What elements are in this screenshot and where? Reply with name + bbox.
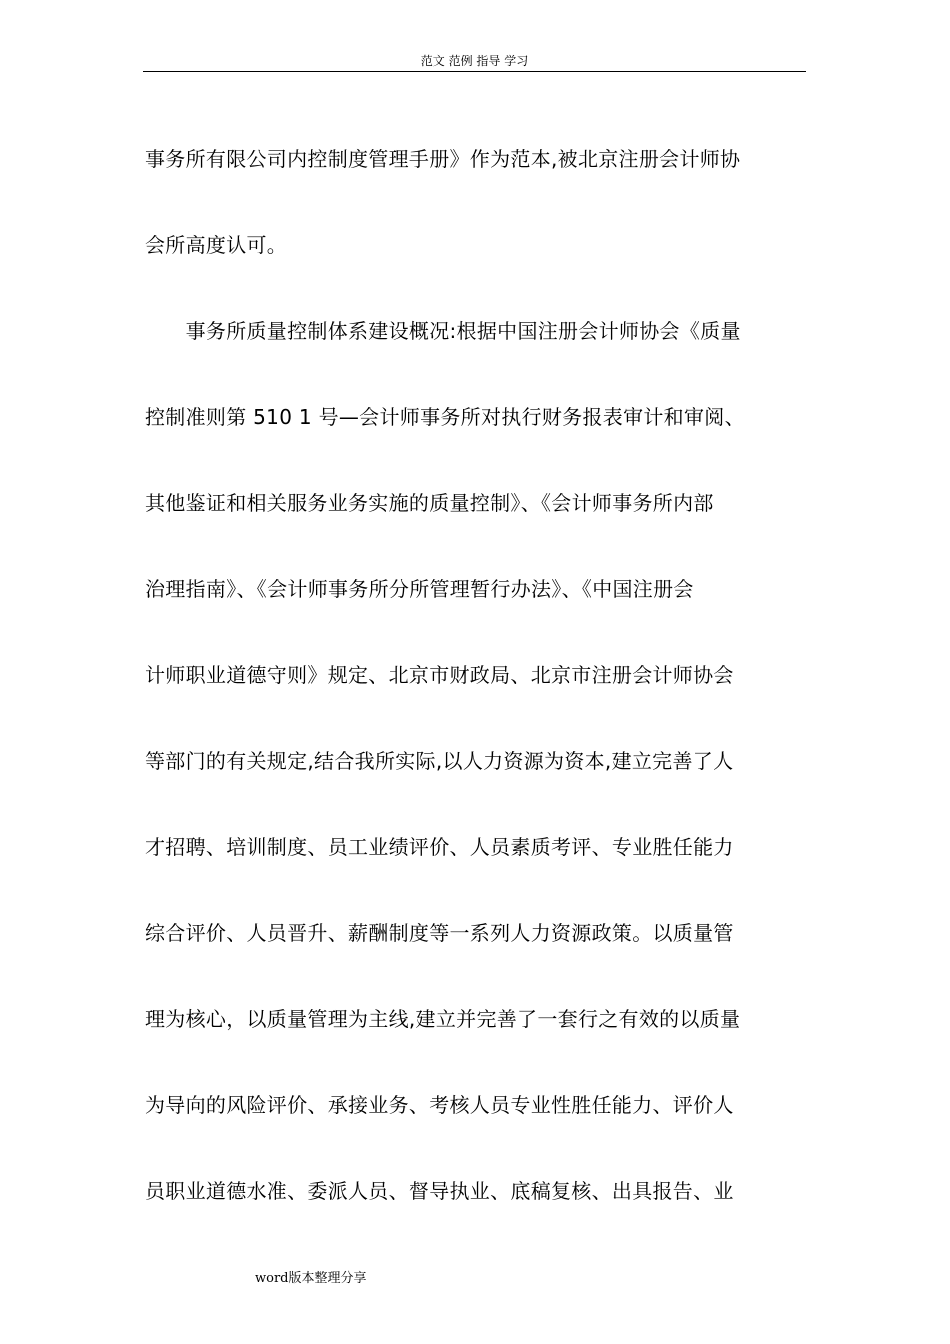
text-line: 事务所有限公司内控制度管理手册》作为范本,被北京注册会计师协 <box>145 147 741 171</box>
page-footer: word版本整理分享 <box>255 1271 367 1286</box>
page-header: 范文 范例 指导 学习 <box>420 54 529 68</box>
text-line: 为导向的风险评价、承接业务、考核人员专业性胜任能力、评价人 <box>145 1093 734 1117</box>
text-line: 其他鉴证和相关服务业务实施的质量控制》、《会计师事务所内部 <box>145 491 714 515</box>
text-line: 治理指南》、《会计师事务所分所管理暂行办法》、《中国注册会 <box>145 577 694 601</box>
text-line: 员职业道德水准、委派人员、督导执业、底稿复核、出具报告、业 <box>145 1179 734 1203</box>
text-line: 等部门的有关规定,结合我所实际,以人力资源为资本,建立完善了人 <box>145 749 734 773</box>
header-divider <box>143 71 806 72</box>
text-line: 综合评价、人员晋升、薪酬制度等一系列人力资源政策。以质量管 <box>145 921 734 945</box>
text-line: 事务所质量控制体系建设概况:根据中国注册会计师协会《质量 <box>145 319 741 343</box>
body-text <box>145 135 805 1253</box>
text-line: 才招聘、培训制度、员工业绩评价、人员素质考评、专业胜任能力 <box>145 835 734 859</box>
text-line: 会所高度认可。 <box>145 233 288 257</box>
text-line: 理为核心，以质量管理为主线,建立并完善了一套行之有效的以质量 <box>145 1007 741 1031</box>
text-line: 控制准则第 510 1 号—会计师事务所对执行财务报表审计和审阅、 <box>145 405 745 429</box>
text-line: 计师职业道德守则》规定、北京市财政局、北京市注册会计师协会 <box>145 663 734 687</box>
